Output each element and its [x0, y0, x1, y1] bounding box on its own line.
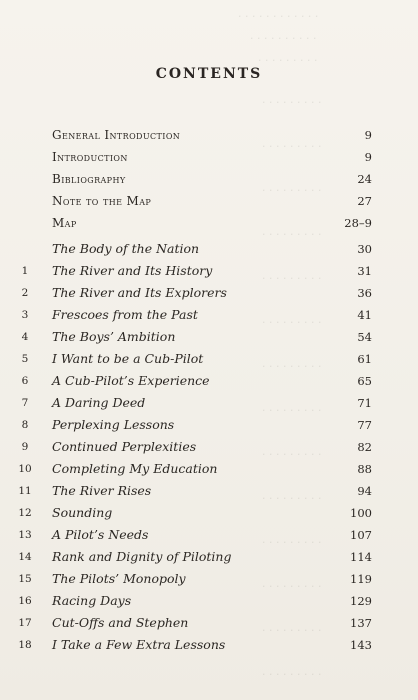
- chapter-title: Cut-Offs and Stephen: [52, 615, 189, 630]
- chapter-page: 41: [357, 308, 372, 322]
- entry-page: 27: [357, 194, 372, 208]
- chapter-number: 14: [18, 551, 32, 563]
- toc-chapter-18[interactable]: [0, 634, 418, 656]
- chapter-page: 65: [357, 374, 372, 388]
- chapter-title: The Boys’ Ambition: [52, 329, 176, 344]
- entry-label: Introduction: [52, 150, 128, 164]
- toc-entry-general-introduction[interactable]: [0, 124, 418, 146]
- toc-entry-note-to-the-map[interactable]: [0, 190, 418, 212]
- chapter-page: 36: [357, 286, 372, 300]
- chapter-page: 94: [357, 484, 372, 498]
- toc-chapter-9[interactable]: [0, 436, 418, 458]
- show-through-texture: · · · · · · · · · · · · · · · · · · · · · · · · · · · · · · · · · · · · · · · · · · · · · · · · · · · · · · · · · · · · · · · · · · · · · · · · · · · · · · · · · · · · · · · · · · · · · · · · · · · · · · · · · · · · · · · · · · · · · · · · · · · · · · · · · · · · · · · · · · · · · · · · · · · · · · · · · · · · ·: [238, 10, 322, 681]
- entry-page: 24: [357, 172, 372, 186]
- toc-part-heading[interactable]: [0, 238, 418, 260]
- chapter-title: Sounding: [52, 505, 113, 520]
- chapter-page: 137: [350, 616, 372, 630]
- toc-chapter-6[interactable]: [0, 370, 418, 392]
- chapter-number: 13: [18, 529, 32, 541]
- toc-chapter-8[interactable]: [0, 414, 418, 436]
- toc-chapter-7[interactable]: [0, 392, 418, 414]
- page-title: CONTENTS: [155, 66, 263, 82]
- chapter-number: 10: [18, 463, 32, 475]
- toc-entry-bibliography[interactable]: [0, 168, 418, 190]
- toc-chapter-13[interactable]: [0, 524, 418, 546]
- chapter-page: 143: [350, 638, 372, 652]
- chapter-page: 71: [357, 396, 372, 410]
- toc-chapter-14[interactable]: [0, 546, 418, 568]
- chapter-page: 129: [350, 594, 372, 608]
- entry-page: 28–9: [344, 216, 372, 230]
- chapter-title: Frescoes from the Past: [52, 307, 198, 322]
- chapter-number: 11: [18, 485, 32, 497]
- chapter-number: 3: [21, 309, 29, 321]
- chapter-page: 100: [350, 506, 372, 520]
- toc-chapter-10[interactable]: [0, 458, 418, 480]
- entry-label: General Introduction: [52, 128, 181, 142]
- entry-page: 9: [364, 128, 372, 142]
- chapter-title: A Pilot’s Needs: [52, 527, 149, 542]
- part-page: 30: [357, 242, 372, 256]
- chapter-title: A Daring Deed: [52, 395, 146, 410]
- chapter-page: 61: [357, 352, 372, 366]
- chapter-page: 31: [357, 264, 372, 278]
- chapter-number: 2: [21, 287, 29, 299]
- chapter-number: 9: [21, 441, 29, 453]
- toc-chapter-15[interactable]: [0, 568, 418, 590]
- toc-chapter-17[interactable]: [0, 612, 418, 634]
- toc-chapter-2[interactable]: [0, 282, 418, 304]
- chapter-title: Rank and Dignity of Piloting: [52, 549, 232, 564]
- chapter-number: 17: [18, 617, 32, 629]
- chapter-title: Continued Perplexities: [52, 439, 197, 454]
- chapter-number: 12: [18, 507, 32, 519]
- toc-entry-map[interactable]: [0, 212, 418, 234]
- chapter-title: A Cub-Pilot’s Experience: [52, 373, 210, 388]
- chapter-number: 18: [18, 639, 32, 651]
- chapter-number: 5: [21, 353, 29, 365]
- chapter-number: 6: [21, 375, 29, 387]
- chapter-title: I Take a Few Extra Lessons: [52, 637, 226, 652]
- toc-chapter-4[interactable]: [0, 326, 418, 348]
- chapter-title: The Pilots’ Monopoly: [52, 571, 186, 586]
- entry-label: Note to the Map: [52, 194, 152, 208]
- chapter-title: The River and Its History: [52, 263, 213, 278]
- toc-entry-introduction[interactable]: [0, 146, 418, 168]
- chapter-page: 82: [357, 440, 372, 454]
- chapter-title: Racing Days: [52, 593, 132, 608]
- entry-label: Bibliography: [52, 172, 126, 186]
- toc-chapter-11[interactable]: [0, 480, 418, 502]
- chapter-page: 54: [357, 330, 372, 344]
- chapter-title: Completing My Education: [52, 461, 218, 476]
- chapter-number: 1: [21, 265, 29, 277]
- toc-chapter-12[interactable]: [0, 502, 418, 524]
- chapter-page: 114: [350, 550, 372, 564]
- chapter-number: 7: [21, 397, 29, 409]
- chapter-page: 77: [357, 418, 372, 432]
- toc-chapter-1[interactable]: [0, 260, 418, 282]
- chapter-number: 15: [18, 573, 32, 585]
- chapter-page: 88: [357, 462, 372, 476]
- chapter-number: 4: [21, 331, 29, 343]
- chapter-page: 119: [350, 572, 372, 586]
- part-label: The Body of the Nation: [52, 241, 200, 256]
- chapter-title: The River and Its Explorers: [52, 285, 227, 300]
- chapter-title: I Want to be a Cub-Pilot: [52, 351, 204, 366]
- chapter-title: Perplexing Lessons: [52, 417, 175, 432]
- chapter-number: 8: [21, 419, 29, 431]
- chapter-number: 16: [18, 595, 32, 607]
- toc-chapter-5[interactable]: [0, 348, 418, 370]
- toc-chapter-3[interactable]: [0, 304, 418, 326]
- entry-page: 9: [364, 150, 372, 164]
- chapter-page: 107: [350, 528, 372, 542]
- chapter-title: The River Rises: [52, 483, 152, 498]
- toc-chapter-16[interactable]: [0, 590, 418, 612]
- entry-label: Map: [52, 216, 77, 230]
